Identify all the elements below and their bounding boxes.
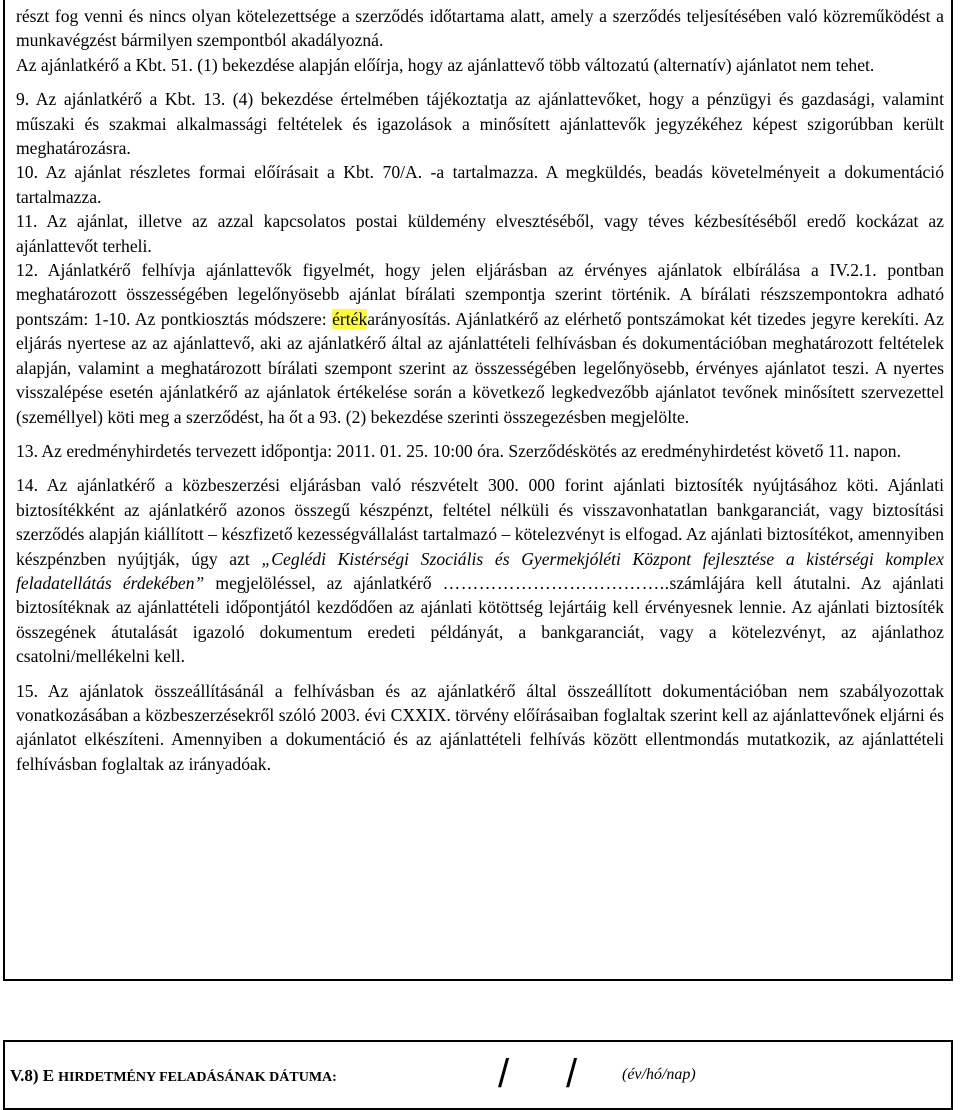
date-format-hint: (év/hó/nap) [622, 1066, 696, 1083]
paragraph-12: 12. Ajánlatkérő felhívja ajánlattevők figyelmét, hogy jelen eljárásban az érvényes ajánlatok elbírálása a IV.2.1. pontban meghatározott összességében legelőnyösebb ajánlat bírálati szempontja szerint történik. A bírálati részszempontokra adható pontszám: 1-10. Az pontkiosztás módszere: értékarányosítás. Ajánlatkérő az elérhető pontszámokat két tizedes jegyre kerekíti. Az eljárás nyertese az az ajánlattevő, aki az ajánlatkérő által az ajánlattételi felhívásban és dokumentációban meghatározott feltételek alapján, valamint a meghatározott bírálati szempont szerint az összességében legelőnyösebb, érvényes ajánlatot teszi. A nyertes visszalépése esetén ajánlatkérő az ajánlatok értékelése során a következő legkedvezőbb ajánlatot tevőnek minősített szervezettel (személlyel) köti meg a szerződést, ha őt a 93. (2) bekezdése szerinti összegezésben megjelölte. [16, 260, 944, 427]
paragraph-13: 13. Az eredményhirdetés tervezett időpontja: 2011. 01. 25. 10:00 óra. Szerződéskötés az eredményhirdetést követő 11. napon. [16, 440, 901, 461]
date-separator: / [498, 1052, 510, 1096]
paragraph-14: 14. Az ajánlatkérő a közbeszerzési eljárásban való részvételt 300. 000 forint ajánlati biztosíték nyújtásához köti. Ajánlati biztosítékként az ajánlatkérő azonos összegű készpénzt, feltétel nélküli és visszavonhatatlan bankgaranciát, vagy biztosítási szerződés alapján kiállított – készfizető kezességvállalást tartalmazó – kötelezvényt is elfogad. Az ajánlati biztosítékot, amennyiben készpénzben nyújtják, úgy azt „Ceglédi Kistérségi Szociális és Gyermekjóléti Központ fejlesztése a kistérségi komplex feladatellátás érdekében” megjelöléssel, az ajánlatkérő ………………………………..számlájára kell átutalni. Az ajánlati biztosítéknak az ajánlattételi időpontjától kezdődően az ajánlati kötöttség lejártáig kell érvényesnek lennie. Az ajánlati biztosíték összegének átutalását igazoló dokumentum eredeti példányát, a bankgaranciát, vagy a kötelezvényt, az ajánlathoz csatolni/mellékelni kell. [16, 475, 944, 667]
paragraph-51: Az ajánlatkérő a Kbt. 51. (1) bekezdése alapján előírja, hogy az ajánlattevő több változatú (alternatív) ajánlatot nem tehet. [16, 54, 875, 75]
highlighted-text: érték [332, 308, 368, 329]
paragraph-11: 11. Az ajánlat, illetve az azzal kapcsolatos postai küldemény elvesztéséből, vagy téves kézbesítéséből eredő kockázat az ajánlattevőt terheli. [16, 211, 944, 256]
document-body [16, 4, 944, 776]
paragraph-10: 10. Az ajánlat részletes formai előírásait a Kbt. 70/A. -a tartalmazza. A megküldés, beadás követelményeit a dokumentáció tartalmazza. [16, 162, 944, 207]
project-name: „Ceglédi Kistérségi Szociális és Gyermekjóléti Központ fejlesztése a kistérségi komplex feladatellátás érdekében” [16, 548, 944, 593]
section-label: V.8) E HIRDETMÉNY FELADÁSÁNAK DÁTUMA: [10, 1066, 337, 1085]
account-placeholder: ……………………………….. [442, 572, 670, 593]
paragraph-15: 15. Az ajánlatok összeállításánál a felhívásban és az ajánlatkérő által összeállított dokumentációban nem szabályozottak vonatkozásában a közbeszerzésekről szóló 2003. évi CXXIX. törvény előírásaiban foglaltak szerint kell az ajánlattevőnek eljárni és ajánlatot elkészíteni. Amennyiben a dokumentáció és az ajánlattételi felhívás között ellentmondás mutatkozik, az ajánlattételi felhívásban foglaltak az irányadóak. [16, 680, 944, 774]
paragraph-9: 9. Az ajánlatkérő a Kbt. 13. (4) bekezdése értelmében tájékoztatja az ajánlattevőket, hogy a pénzügyi és gazdasági, valamint műszaki és szakmai alkalmassági feltételek és igazolások a minősített ajánlattevők jegyzékéhez képest szigorúbban került meghatározásra. [16, 89, 944, 159]
date-separator: / [566, 1052, 578, 1096]
footer-date-section [10, 1052, 950, 1098]
paragraph-intro: részt fog venni és nincs olyan kötelezettsége a szerződés időtartama alatt, amely a szerződés teljesítésében való közreműködést a munkavégzést bármilyen szempontból akadályozná. [16, 6, 944, 51]
